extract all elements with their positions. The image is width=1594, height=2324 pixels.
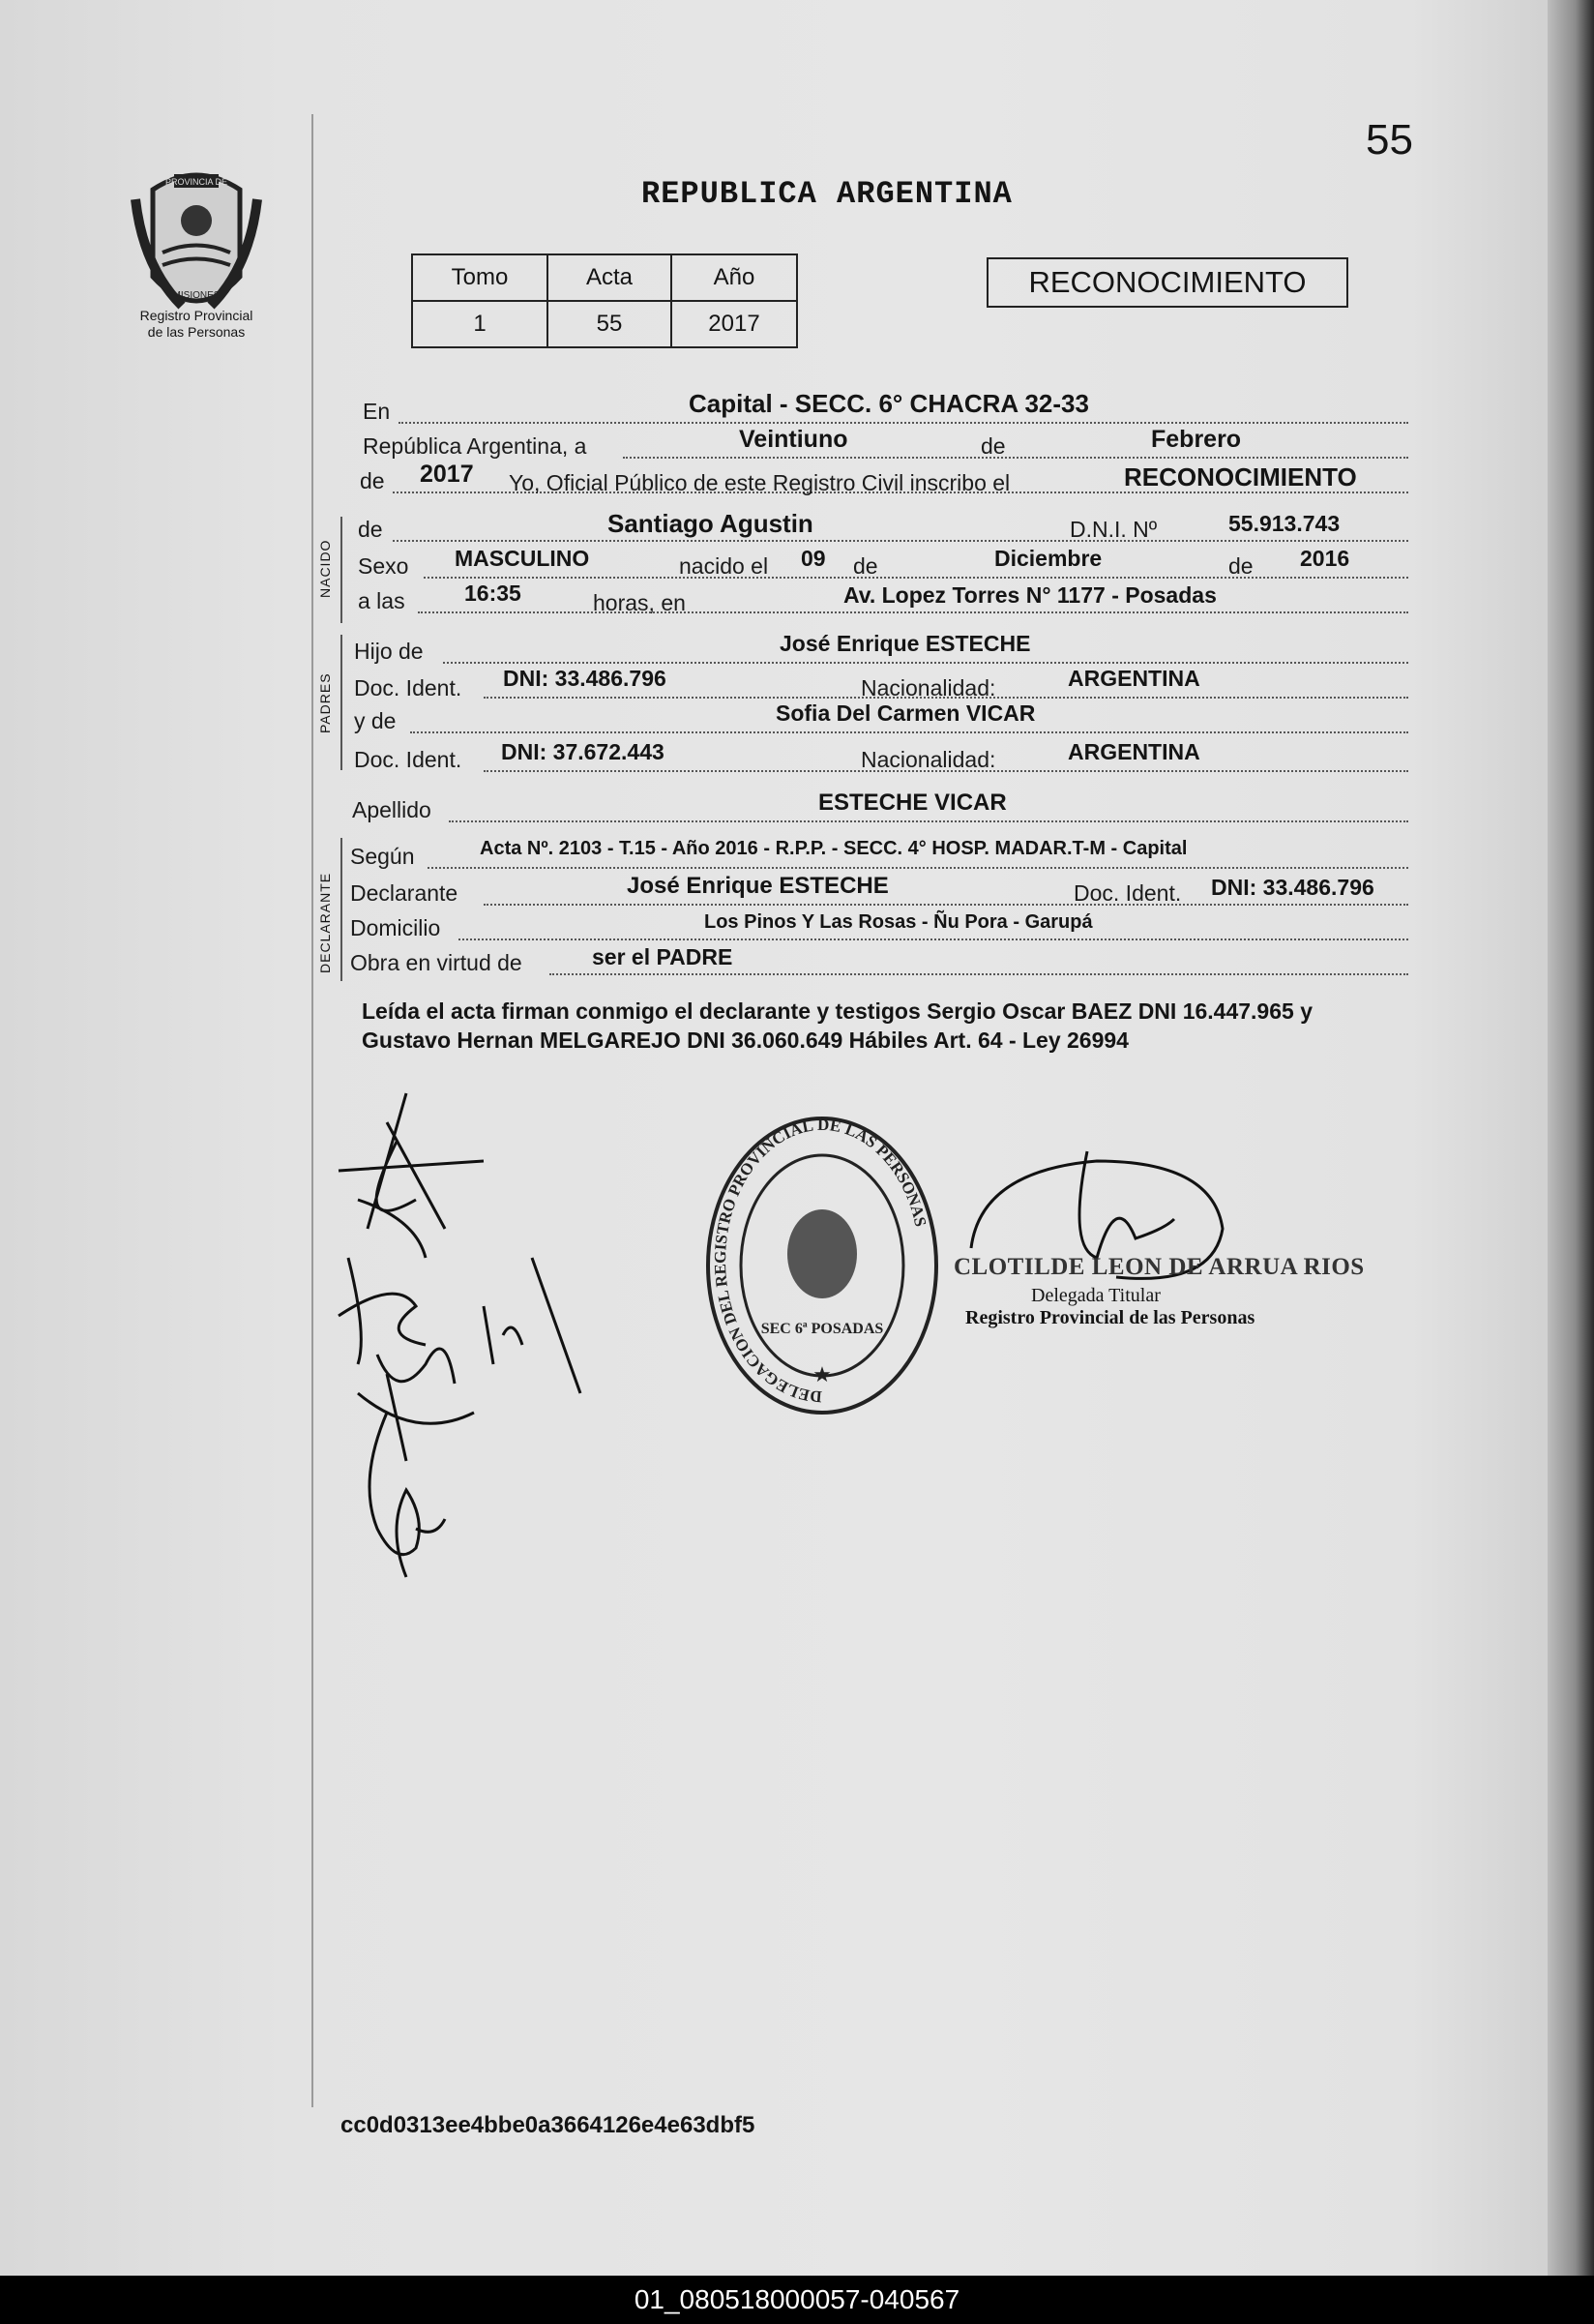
logo-caption-line1: Registro Provincial [139,308,253,323]
segun-label: Según [350,844,415,869]
dotted-line [410,731,1408,733]
dotted-line [458,939,1408,940]
official-title: Delegada Titular [1031,1285,1161,1306]
row-father [356,631,1408,664]
declarante-doc-label: Doc. Ident. [1074,880,1182,906]
scan-footer-id: 01_080518000057-040567 [0,2276,1594,2324]
dotted-line [443,662,1408,664]
mother-doc-label: Doc. Ident. [354,747,462,772]
nacido-el-label: nacido el [679,553,769,579]
dotted-line [424,577,1408,579]
sexo-label: Sexo [358,553,409,579]
row-nacido-time [356,581,1408,613]
ref-header-tomo: Tomo [412,254,547,301]
document-hash: cc0d0313ee4bbe0a3664126e4e63dbf5 [340,2112,755,2138]
country-title: REPUBLICA ARGENTINA [641,176,1013,212]
father-doc: DNI: 33.486.796 [503,666,666,691]
row-obra [350,942,1408,975]
mother-nationality-label: Nacionalidad: [861,747,996,772]
stamp-ring-text: DELEGACION DEL REGISTRO PROVINCIAL DE LAS PERSONAS [710,1115,930,1407]
section-label-padres: PADRES [317,672,333,733]
birth-year: 2016 [1300,546,1350,571]
ref-header-acta: Acta [547,254,671,301]
dotted-line [428,867,1408,869]
logo-caption [106,308,286,341]
de-label: de [981,433,1006,459]
father-doc-label: Doc. Ident. [354,675,462,700]
document-type-box: RECONOCIMIENTO [987,257,1348,308]
ref-header-anio: Año [671,254,797,301]
signature-witness-2 [348,1403,464,1596]
birth-month: Diciembre [994,546,1103,571]
dotted-line [623,457,1408,459]
official-office: Registro Provincial de las Personas [965,1307,1255,1328]
section-label-nacido: NACIDO [317,539,333,598]
dotted-line [393,540,1408,542]
ref-value-acta: 55 [547,301,671,347]
declarante-bracket [340,838,342,981]
dotted-line [484,904,1408,906]
birth-place: Av. Lopez Torres N° 1177 - Posadas [843,582,1217,608]
declarante-doc: DNI: 33.486.796 [1211,875,1374,900]
birth-time: 16:35 [464,581,521,606]
registry-text: Yo, Oficial Público de este Registro Civil inscribo el [509,470,1011,495]
logo-caption-line2: de las Personas [147,324,246,340]
closing-statement: Leída el acta firman conmigo el declarante y testigos Sergio Oscar BAEZ DNI 16.447.965 y Gustavo Hernan MELGAREJO DNI 36.060.649 Hábiles Art. 64 - Ley 26994 [362,998,1313,1053]
segun-value: Acta Nº. 2103 - T.15 - Año 2016 - R.P.P. - SECC. 4° HOSP. MADAR.T-M - Capital [480,838,1188,859]
dotted-line [418,611,1408,613]
official-name: CLOTILDE LEON DE ARRUA RIOS [954,1254,1365,1280]
father-nationality-label: Nacionalidad: [861,675,996,700]
obra-value: ser el PADRE [592,944,733,969]
father-nationality: ARGENTINA [1068,666,1200,691]
stamp-star: ★ [812,1362,832,1386]
mother-name: Sofia Del Carmen VICAR [776,700,1036,726]
stamp-inner-text: SEC 6ª POSADAS [760,1321,884,1337]
row-apellido [352,790,1408,822]
official-stamp [700,1111,944,1422]
official-block [954,1254,1365,1329]
row-nacido-birth [356,546,1408,579]
padres-bracket [340,635,342,770]
page-number: 55 [1366,116,1413,164]
nacido-bracket [340,517,342,623]
row-nacido-name [356,509,1408,542]
act-value: RECONOCIMIENTO [1124,462,1357,492]
child-name: Santiago Agustin [607,509,813,538]
year-value: 2017 [420,461,474,488]
en-label: En [363,399,391,424]
ref-value-tomo: 1 [412,301,547,347]
domicilio-label: Domicilio [350,915,441,940]
republica-label: República Argentina, a [363,433,587,459]
mother-nationality: ARGENTINA [1068,739,1200,764]
row-segun [350,836,1408,869]
y-de-label: y de [354,708,397,733]
dotted-line [449,820,1408,822]
apellido-value: ESTECHE VICAR [818,790,1007,816]
dni-label: D.N.I. Nº [1070,517,1158,542]
dotted-line [549,973,1408,975]
row-domicilio [350,908,1408,940]
birth-de-label: de [853,553,878,579]
a-las-label: a las [358,588,405,613]
declarante-label: Declarante [350,880,458,906]
ref-value-anio: 2017 [671,301,797,347]
row-place [356,391,1408,424]
sexo-value: MASCULINO [455,546,590,571]
dotted-line [398,422,1408,424]
obra-label: Obra en virtud de [350,950,522,975]
row-father-doc [356,666,1408,699]
father-name: José Enrique ESTECHE [780,631,1031,656]
page-edge [1548,0,1594,2276]
domicilio-value: Los Pinos Y Las Rosas - Ñu Pora - Garupá [704,911,1093,933]
mother-doc: DNI: 37.672.443 [501,739,664,764]
section-label-declarante: DECLARANTE [317,872,333,973]
logo-seal-bottom-text: MISIONES [172,290,221,301]
nacido-de-label: de [358,517,383,542]
logo-seal-top-text: PROVINCIA DE [164,177,228,187]
place-value: Capital - SECC. 6° CHACRA 32-33 [689,389,1089,418]
row-mother-doc [356,739,1408,772]
declarante-value: José Enrique ESTECHE [627,873,889,899]
de-year-label: de [360,468,385,493]
hijo-de-label: Hijo de [354,639,424,664]
birth-de-label2: de [1228,553,1254,579]
month-value: Febrero [1151,426,1242,453]
reference-table [411,253,798,348]
row-declarante [350,873,1408,906]
birth-day: 09 [801,546,826,571]
row-mother [356,700,1408,733]
horas-label: horas, en [593,590,686,615]
apellido-label: Apellido [352,797,431,822]
row-date [356,426,1408,459]
child-dni: 55.913.743 [1228,511,1341,536]
day-value: Veintiuno [739,426,848,453]
row-registry [356,461,1408,493]
margin-line [311,114,313,2107]
